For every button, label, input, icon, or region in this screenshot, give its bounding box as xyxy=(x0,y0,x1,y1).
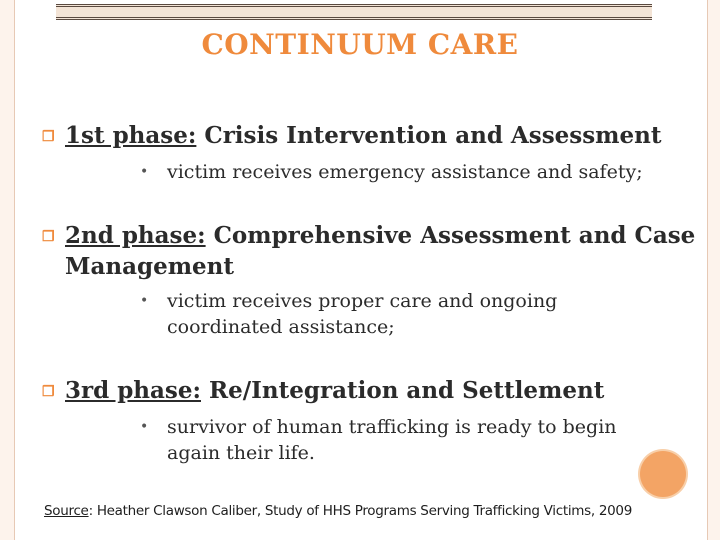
source-citation xyxy=(44,503,632,519)
phase-3-heading xyxy=(42,375,705,406)
phase-2-heading xyxy=(42,220,705,282)
slide-title: CONTINUUM CARE xyxy=(201,28,519,61)
source-text: : Heather Clawson Caliber, Study of HHS Programs Serving Trafficking Victims, 2009 xyxy=(88,503,633,519)
phase-3-title: Re/Integration and Settlement xyxy=(201,377,605,404)
phase-1-title: Crisis Intervention and Assessment xyxy=(196,122,662,149)
phase-3-detail xyxy=(140,414,647,466)
phase-1-detail xyxy=(140,159,647,185)
phase-1-text xyxy=(65,120,705,151)
source-label: Source xyxy=(44,503,89,519)
decorative-circle xyxy=(640,451,686,497)
bullet-dot-icon: • xyxy=(140,419,149,435)
bullet-dot-icon: • xyxy=(140,164,149,180)
phase-2-title: Comprehensive Assessment and Case Management xyxy=(65,222,696,280)
phase-3-label: 3rd phase: xyxy=(65,377,201,404)
phase-1-label: 1st phase: xyxy=(65,122,197,149)
phase-2-detail-text: victim receives proper care and ongoing coordinated assistance; xyxy=(167,290,558,338)
phase-2-label: 2nd phase: xyxy=(65,222,206,249)
phase-3-text xyxy=(65,375,705,406)
phase-2-text xyxy=(65,220,705,282)
top-decorative-rule xyxy=(56,4,652,20)
checkbox-bullet-icon: ❒ xyxy=(42,384,55,400)
phase-2-detail xyxy=(140,288,647,340)
phase-1-detail-text: victim receives emergency assistance and safety; xyxy=(167,161,643,183)
phase-1-heading xyxy=(42,120,705,151)
checkbox-bullet-icon: ❒ xyxy=(42,129,55,145)
bullet-dot-icon: • xyxy=(140,293,149,309)
checkbox-bullet-icon: ❒ xyxy=(42,229,55,245)
phase-3-detail-text: survivor of human trafficking is ready to begin again their life. xyxy=(167,416,617,464)
